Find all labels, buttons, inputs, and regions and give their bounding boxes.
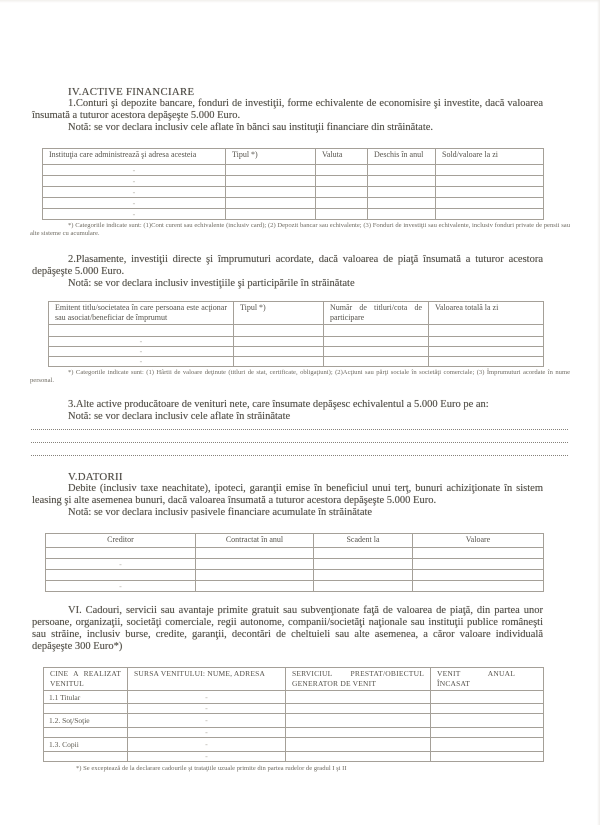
table-row <box>43 176 544 187</box>
handwritten-dash: - <box>205 728 208 737</box>
handwritten-dash: - <box>132 187 136 197</box>
handwritten-dash: - <box>139 347 143 356</box>
table-row <box>49 337 544 347</box>
table-row <box>46 559 544 570</box>
table-row <box>49 347 544 357</box>
table-row <box>44 704 544 714</box>
table-bank-accounts <box>42 148 544 220</box>
col-currency: Valuta <box>316 149 368 165</box>
empty-cell <box>43 209 226 220</box>
col-total-value: Valoarea totală la zi <box>429 302 544 325</box>
empty-cell <box>43 187 226 198</box>
section-iv-item2-paragraph: 2.Plasamente, investiţii directe şi împrumuturi acordate, dacă valoarea de piaţă însumată a tuturor acestora depăşeşte 5.000 Euro. <box>32 254 543 277</box>
footnote-security-types: *) Categoriile indicate sunt: (1) Hârtii de valoare deţinute (titluri de stat, certificate, obligaţiuni); (2)Acţiuni sau părţi sociale în societăţi comerciale; (3) Împrumuturi acordate în nume personal. <box>30 369 570 384</box>
empty-cell <box>43 165 226 176</box>
section-iv-item2-note: Notă: se vor declara inclusiv investiţiile şi participările în străinătate <box>68 278 355 289</box>
empty-cell <box>128 704 286 714</box>
col-contracted-year: Contractat în anul <box>196 534 314 548</box>
table-row <box>44 752 544 762</box>
col-income-source: SURSA VENITULUI: NUME, ADRESA <box>128 668 286 691</box>
table-row <box>44 714 544 728</box>
section-v-paragraph: Debite (inclusiv taxe neachitate), ipoteci, garanţii emise în beneficiul unui terţ, bunuri achiziţionate în sistem leasing şi alte asemenea bunuri, dacă valoarea însumată a tuturor acestora depăşeşte 5.000 Euro. <box>32 483 543 506</box>
col-balance: Sold/valoare la zi <box>436 149 544 165</box>
handwritten-dash: - <box>139 357 143 366</box>
fill-in-dotted-line <box>31 443 568 456</box>
fill-in-dotted-line <box>31 423 568 430</box>
empty-cell <box>43 198 226 209</box>
col-type: Tipul *) <box>226 149 316 165</box>
empty-cell <box>49 347 234 357</box>
empty-cell <box>128 728 286 738</box>
table-investments <box>48 301 544 367</box>
section-iv-heading: IV.ACTIVE FINANCIARE <box>68 86 195 98</box>
table-header-row <box>44 668 544 691</box>
table-header-row <box>43 149 544 165</box>
handwritten-dash: - <box>205 740 208 749</box>
section-vi-paragraph: VI. Cadouri, servicii sau avantaje primite gratuit sau subvenţionate faţă de valoarea de piaţă, din partea unor persoane, organizaţii, societăţi comerciale, regii autonome, companii/societăţi naţionale sau instituţii publice româneşti sau străine, inclusiv burse, credite, garanţii, decontări de cheltuieli sau alte asemenea, a căror valoare individuală depăşeşte 300 Euro*) <box>32 605 543 652</box>
row-label-titular: 1.1 Titular <box>44 691 128 704</box>
table-header-row <box>46 534 544 548</box>
table-row <box>43 198 544 209</box>
table-row <box>49 357 544 367</box>
table-row <box>44 728 544 738</box>
handwritten-dash: - <box>132 198 136 208</box>
footnote-account-types: *) Categoriile indicate sunt: (1)Cont curent sau echivalente (inclusiv card); (2) Depozit bancar sau echivalente; (3) Fonduri de investiţii sau echivalente, inclusiv fonduri private de pensii sau alte sisteme cu acumulare. <box>30 222 570 237</box>
section-iv-item1-paragraph: 1.Conturi şi depozite bancare, fonduri de investiţii, forme echivalente de economisire şi investite, dacă valoarea însumată a tuturor acestora depăşeşte 5.000 Euro. <box>32 98 543 121</box>
col-type: Tipul *) <box>234 302 324 325</box>
handwritten-dash: - <box>132 165 136 175</box>
section-v-heading: V.DATORII <box>68 471 123 483</box>
row-label-spouse: 1.2. Soţ/Soţie <box>44 714 128 728</box>
col-who-earned: CINE A REALIZAT VENITUL <box>44 668 128 691</box>
section-v-note: Notă: se vor declara inclusiv pasivele financiare acumulate în străinătate <box>68 507 373 518</box>
table-row <box>43 209 544 220</box>
table-row <box>46 581 544 592</box>
empty-cell <box>128 691 286 704</box>
handwritten-dash: - <box>119 559 122 569</box>
handwritten-dash: - <box>119 581 122 591</box>
table-debts <box>45 533 544 592</box>
col-issuer: Emitent titlu/societatea în care persoana este acţionar sau asociat/beneficiar de împrumut <box>49 302 234 325</box>
col-due-date: Scadent la <box>314 534 413 548</box>
empty-cell <box>128 714 286 728</box>
table-header-row <box>49 302 544 325</box>
table-row <box>46 548 544 559</box>
row-label-children: 1.3. Copii <box>44 738 128 752</box>
table-gifts-income <box>43 667 544 762</box>
handwritten-dash: - <box>205 692 208 702</box>
empty-cell <box>128 738 286 752</box>
empty-cell <box>43 176 226 187</box>
table-row <box>44 738 544 752</box>
section-iv-item3-paragraph: 3.Alte active producătoare de venituri nete, care însumate depăşesc echivalentul a 5.000 Euro pe an: <box>68 399 489 410</box>
handwritten-dash: - <box>132 209 136 219</box>
col-creditor: Creditor <box>46 534 196 548</box>
handwritten-dash: - <box>139 337 143 346</box>
table-row <box>44 691 544 704</box>
col-institution: Instituţia care administrează şi adresa acesteia <box>43 149 226 165</box>
empty-cell <box>128 752 286 762</box>
handwritten-dash: - <box>132 176 136 186</box>
empty-cell <box>49 357 234 367</box>
handwritten-dash: - <box>205 716 208 725</box>
table-row <box>43 165 544 176</box>
table-row <box>46 570 544 581</box>
handwritten-dash: - <box>205 704 208 713</box>
footnote-gift-exceptions: *) Se exceptează de la declarare cadourile şi trataţiile uzuale primite din partea rudelor de gradul I şi II <box>76 765 347 772</box>
fill-in-dotted-line <box>31 430 568 443</box>
col-annual-income: VENIT ANUAL ÎNCASAT <box>431 668 544 691</box>
empty-cell <box>46 581 196 592</box>
table-row <box>49 325 544 337</box>
table-row <box>43 187 544 198</box>
col-value: Valoare <box>413 534 544 548</box>
handwritten-dash: - <box>205 752 208 761</box>
empty-cell <box>49 337 234 347</box>
col-shares-count: Număr de titluri/cota de participare <box>324 302 429 325</box>
empty-cell <box>46 559 196 570</box>
section-iv-item3-note: Notă: se vor declara inclusiv cele aflate în străinătate <box>68 411 291 422</box>
col-opened-year: Deschis în anul <box>368 149 436 165</box>
section-iv-item1-note: Notă: se vor declara inclusiv cele aflate în bănci sau instituţii financiare din străinătate. <box>68 122 434 133</box>
col-service-provided: SERVICIUL PRESTAT/OBIECTUL GENERATOR DE VENIT <box>286 668 431 691</box>
